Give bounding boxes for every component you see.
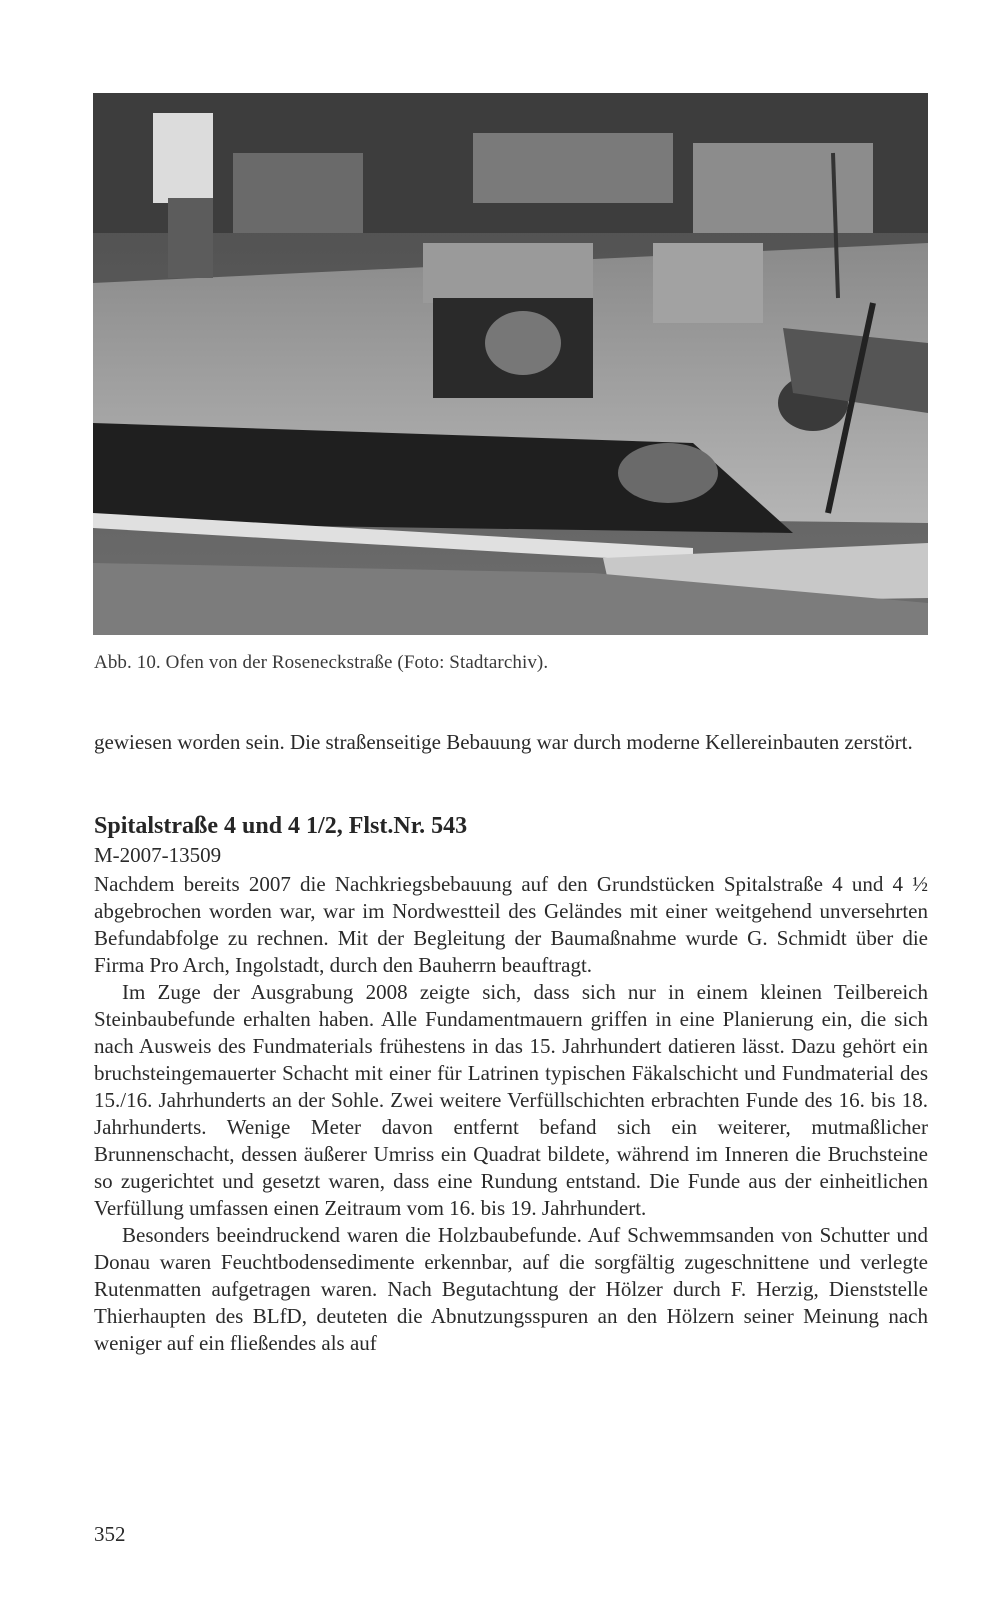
section-body xyxy=(94,871,928,1357)
page-number: 352 xyxy=(94,1522,126,1546)
paragraph-1: Nachdem bereits 2007 die Nachkriegsbebauung auf den Grundstücken Spitalstraße 4 und 4 ½ abgebrochen worden war, war im Nordwestteil des Geländes mit einer weitgehend unversehrten Befundabfolge zu rechnen. Mit der Begleitung der Baumaßnahme wurde G. Schmidt über die Firma Pro Arch, Ingolstadt, durch den Bauherrn beauftragt. xyxy=(94,872,928,977)
figure-caption: Abb. 10. Ofen von der Roseneckstraße (Foto: Stadtarchiv). xyxy=(94,652,549,673)
excavation-photo xyxy=(93,93,928,635)
paragraph-3: Besonders beeindruckend waren die Holzbaubefunde. Auf Schwemmsanden von Schutter und Donau waren Feuchtbodensedimente erkennbar, auf die sorgfältig zugeschnittene und verlegte Rutenmatten aufgetragen waren. Nach Begutachtung der Hölzer durch F. Herzig, Dienststelle Thierhaupten des BLfD, deuteten die Abnutzungsspuren an den Hölzern seiner Meinung nach weniger auf ein fließendes als auf xyxy=(94,1223,928,1355)
continuation-text: gewiesen worden sein. Die straßenseitige Bebauung war durch moderne Kellereinbauten zerstört. xyxy=(94,730,913,754)
document-number: M-2007-13509 xyxy=(94,843,222,867)
paragraph-2: Im Zuge der Ausgrabung 2008 zeigte sich, dass sich nur in einem kleinen Teilbereich Steinbaubefunde erhalten haben. Alle Fundamentmauern griffen in eine Planierung ein, die sich nach Ausweis des Fundmaterials frühestens in das 15. Jahrhundert datieren lässt. Dazu gehört ein bruchsteingemauerter Schacht mit einer für Latrinen typischen Fäkalschicht und Fundmaterial des 15./16. Jahrhunderts an der Sohle. Zwei weitere Verfüllschichten erbrachten Funde des 16. bis 18. Jahrhunderts. Wenige Meter davon entfernt befand sich ein weiterer, mutmaßlicher Brunnenschacht, dessen äußerer Umriss ein Quadrat bildete, während im Inneren die Bruchsteine so zugerichtet und gesetzt waren, dass eine Rundung entstand. Die Funde aus der einheitlichen Verfüllung umfassen einen Zeitraum vom 16. bis 19. Jahrhundert. xyxy=(94,980,928,1220)
continuation-paragraph xyxy=(94,729,928,756)
section-heading: Spitalstraße 4 und 4 1/2, Flst.Nr. 543 xyxy=(94,813,468,839)
